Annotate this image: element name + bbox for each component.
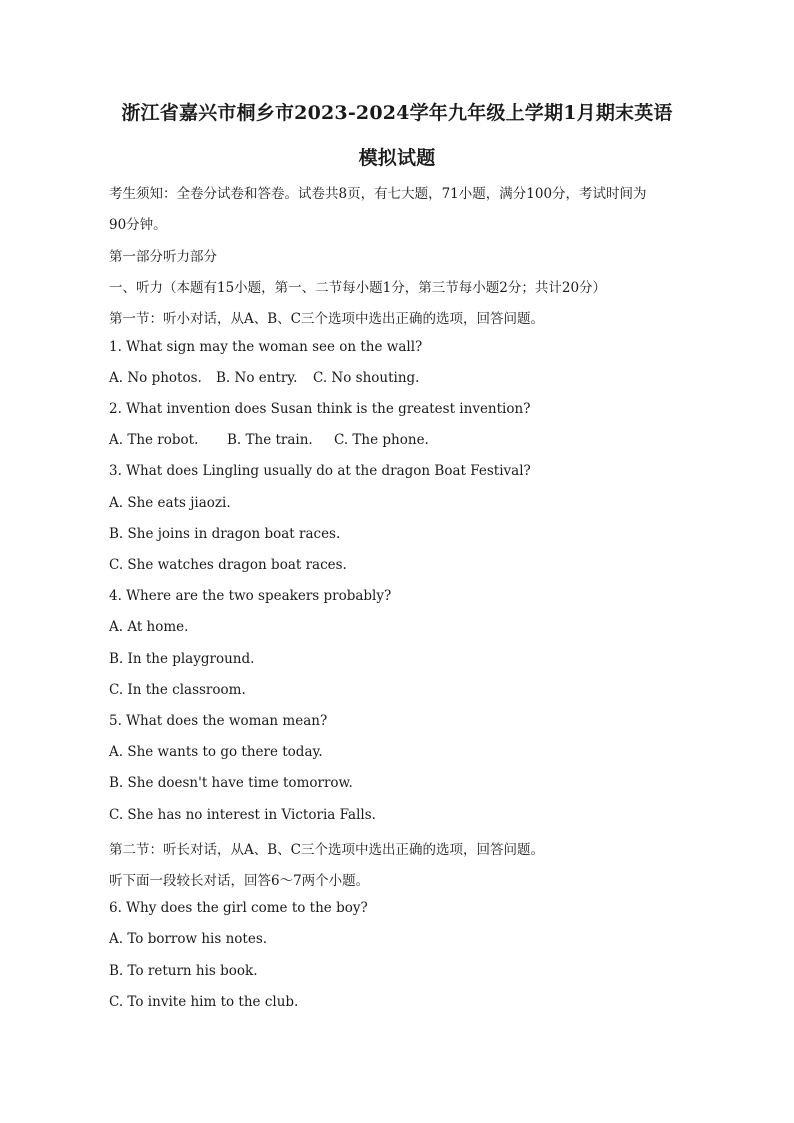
question-4: 4. Where are the two speakers probably?: [109, 588, 392, 604]
question-1-options: [109, 370, 419, 386]
question-4-option-b: B. In the playground.: [109, 651, 255, 667]
section1-instructions: 第一节：听小对话，从A、B、C三个选项中选出正确的选项，回答问题。: [109, 311, 544, 327]
notice-line-2: 90分钟。: [109, 217, 167, 233]
question-5-option-c: C. She has no interest in Victoria Falls.: [109, 807, 376, 823]
option-a: A. No photos.: [109, 370, 202, 386]
option-c: C. No shouting.: [313, 370, 420, 386]
option-b: B. No entry.: [216, 370, 298, 386]
question-5-option-a: A. She wants to go there today.: [109, 744, 323, 760]
page-title: 浙江省嘉兴市桐乡市2023-2024学年九年级上学期1月期末英语: [121, 102, 673, 124]
section-heading-listening: 一、听力（本题有15小题，第一、二节每小题1分，第三节每小题2分；共计20分）: [109, 280, 607, 296]
option-c: C. The phone.: [334, 432, 429, 448]
question-3-option-b: B. She joins in dragon boat races.: [109, 526, 341, 542]
question-5: 5. What does the woman mean?: [109, 713, 328, 729]
question-1: 1. What sign may the woman see on the wall?: [109, 339, 423, 355]
option-a: A. The robot.: [109, 432, 199, 448]
question-6-option-b: B. To return his book.: [109, 963, 258, 979]
question-6-option-a: A. To borrow his notes.: [109, 931, 268, 947]
question-5-option-b: B. She doesn't have time tomorrow.: [109, 775, 353, 791]
page-subtitle: 模拟试题: [358, 147, 436, 169]
option-b: B. The train.: [227, 432, 313, 448]
question-3: 3. What does Lingling usually do at the dragon Boat Festival?: [109, 463, 531, 479]
section2-instructions: 第二节：听长对话，从A、B、C三个选项中选出正确的选项，回答问题。: [109, 842, 544, 858]
question-6-option-c: C. To invite him to the club.: [109, 994, 299, 1010]
question-3-option-c: C. She watches dragon boat races.: [109, 557, 347, 573]
question-2-options: [109, 432, 429, 448]
question-6: 6. Why does the girl come to the boy?: [109, 900, 368, 916]
question-4-option-a: A. At home.: [109, 619, 189, 635]
question-2: 2. What invention does Susan think is the greatest invention?: [109, 401, 531, 417]
section2-subinstructions: 听下面一段较长对话，回答6～7两个小题。: [109, 873, 370, 889]
question-4-option-c: C. In the classroom.: [109, 682, 246, 698]
question-3-option-a: A. She eats jiaozi.: [109, 495, 231, 511]
notice-line-1: 考生须知：全卷分试卷和答卷。试卷共8页，有七大题，71小题，满分100分，考试时间为: [109, 186, 647, 202]
part-heading: 第一部分听力部分: [109, 249, 217, 265]
